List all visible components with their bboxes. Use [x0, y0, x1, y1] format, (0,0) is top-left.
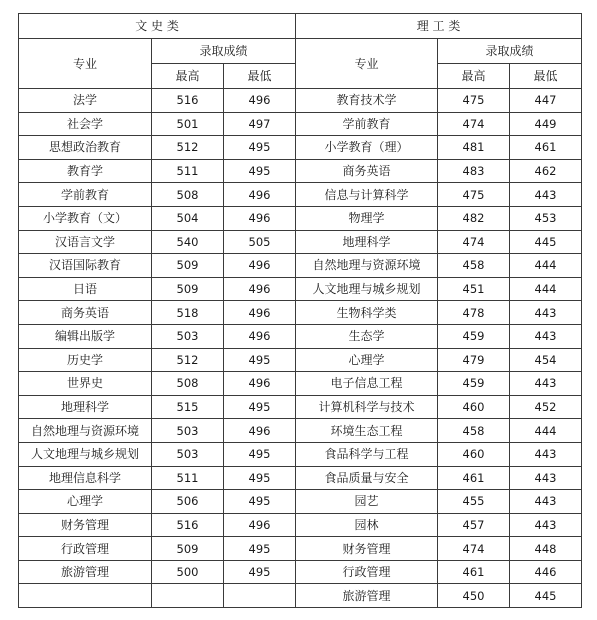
science-major-cell: 生态学	[296, 324, 438, 348]
science-max-score-cell: 459	[438, 324, 510, 348]
science-max-score-cell: 475	[438, 89, 510, 113]
arts-major-cell: 汉语言文学	[19, 230, 152, 254]
science-max-score-cell: 460	[438, 395, 510, 419]
science-max-score-cell: 458	[438, 419, 510, 443]
table-row	[19, 136, 582, 160]
arts-max-score-cell: 504	[152, 206, 224, 230]
table-row	[19, 490, 582, 514]
science-major-cell: 商务英语	[296, 159, 438, 183]
arts-max-score-cell: 501	[152, 112, 224, 136]
table-row	[19, 89, 582, 113]
science-major-cell: 物理学	[296, 206, 438, 230]
table-row	[19, 584, 582, 608]
arts-max-score-cell: 511	[152, 159, 224, 183]
arts-major-cell: 行政管理	[19, 537, 152, 561]
arts-max-score-cell: 500	[152, 560, 224, 584]
table-row	[19, 324, 582, 348]
science-min-score-cell: 449	[510, 112, 582, 136]
science-major-cell: 地理科学	[296, 230, 438, 254]
arts-min-score-cell	[224, 584, 296, 608]
arts-max-score-cell: 516	[152, 513, 224, 537]
science-major-cell: 旅游管理	[296, 584, 438, 608]
arts-min-score-cell: 495	[224, 159, 296, 183]
arts-major-header: 专业	[19, 39, 152, 89]
science-min-score-cell: 446	[510, 560, 582, 584]
science-max-score-cell: 474	[438, 537, 510, 561]
science-major-cell: 学前教育	[296, 112, 438, 136]
science-min-score-cell: 443	[510, 372, 582, 396]
arts-max-score-cell: 512	[152, 348, 224, 372]
arts-min-score-cell: 496	[224, 513, 296, 537]
arts-major-cell: 法学	[19, 89, 152, 113]
science-min-score-cell: 462	[510, 159, 582, 183]
science-max-score-cell: 451	[438, 277, 510, 301]
arts-min-score-cell: 496	[224, 254, 296, 278]
arts-min-score-cell: 496	[224, 372, 296, 396]
arts-max-score-cell: 515	[152, 395, 224, 419]
science-major-cell: 小学教育（理）	[296, 136, 438, 160]
science-min-score-cell: 443	[510, 466, 582, 490]
table-row	[19, 348, 582, 372]
arts-category-title: 文 史 类	[19, 14, 296, 39]
science-major-cell: 生物科学类	[296, 301, 438, 325]
arts-max-score-cell: 516	[152, 89, 224, 113]
table-row	[19, 230, 582, 254]
science-max-header: 最高	[438, 64, 510, 89]
science-min-score-cell: 443	[510, 183, 582, 207]
science-max-score-cell: 458	[438, 254, 510, 278]
science-max-score-cell: 478	[438, 301, 510, 325]
science-min-score-cell: 443	[510, 442, 582, 466]
science-major-cell: 计算机科学与技术	[296, 395, 438, 419]
arts-max-score-cell: 506	[152, 490, 224, 514]
science-max-score-cell: 482	[438, 206, 510, 230]
science-max-score-cell: 461	[438, 560, 510, 584]
table-row	[19, 513, 582, 537]
arts-min-score-cell: 495	[224, 537, 296, 561]
science-max-score-cell: 481	[438, 136, 510, 160]
table-row	[19, 277, 582, 301]
table-row	[19, 419, 582, 443]
science-major-cell: 园林	[296, 513, 438, 537]
arts-min-header: 最低	[224, 64, 296, 89]
arts-max-score-cell: 511	[152, 466, 224, 490]
science-major-cell: 心理学	[296, 348, 438, 372]
arts-min-score-cell: 496	[224, 301, 296, 325]
arts-min-score-cell: 496	[224, 324, 296, 348]
arts-major-cell: 小学教育（文）	[19, 206, 152, 230]
arts-major-cell: 历史学	[19, 348, 152, 372]
arts-major-cell: 商务英语	[19, 301, 152, 325]
science-max-score-cell: 460	[438, 442, 510, 466]
science-min-score-cell: 445	[510, 230, 582, 254]
arts-min-score-cell: 496	[224, 183, 296, 207]
science-major-cell: 信息与计算科学	[296, 183, 438, 207]
category-header-row	[19, 14, 582, 39]
arts-major-cell	[19, 584, 152, 608]
science-category-title: 理 工 类	[296, 14, 582, 39]
table-row	[19, 442, 582, 466]
table-row	[19, 560, 582, 584]
arts-max-score-cell: 518	[152, 301, 224, 325]
table-row	[19, 395, 582, 419]
science-major-cell: 环境生态工程	[296, 419, 438, 443]
admission-score-table	[18, 13, 582, 608]
arts-max-score-cell: 540	[152, 230, 224, 254]
science-min-score-cell: 443	[510, 301, 582, 325]
science-max-score-cell: 461	[438, 466, 510, 490]
arts-major-cell: 地理信息科学	[19, 466, 152, 490]
arts-min-score-cell: 496	[224, 277, 296, 301]
science-major-cell: 食品科学与工程	[296, 442, 438, 466]
science-min-score-cell: 453	[510, 206, 582, 230]
arts-min-score-cell: 505	[224, 230, 296, 254]
science-min-score-cell: 444	[510, 254, 582, 278]
arts-major-cell: 学前教育	[19, 183, 152, 207]
science-major-cell: 园艺	[296, 490, 438, 514]
arts-max-score-cell	[152, 584, 224, 608]
arts-major-cell: 人文地理与城乡规划	[19, 442, 152, 466]
arts-min-score-cell: 495	[224, 466, 296, 490]
science-min-score-cell: 461	[510, 136, 582, 160]
science-score-group-header: 录取成绩	[438, 39, 582, 64]
arts-min-score-cell: 495	[224, 560, 296, 584]
science-max-score-cell: 455	[438, 490, 510, 514]
arts-min-score-cell: 495	[224, 395, 296, 419]
arts-max-score-cell: 508	[152, 372, 224, 396]
arts-max-score-cell: 509	[152, 537, 224, 561]
table-row	[19, 112, 582, 136]
arts-min-score-cell: 496	[224, 89, 296, 113]
table-row	[19, 206, 582, 230]
science-min-score-cell: 452	[510, 395, 582, 419]
table-row	[19, 372, 582, 396]
arts-major-cell: 日语	[19, 277, 152, 301]
arts-major-cell: 财务管理	[19, 513, 152, 537]
arts-score-group-header: 录取成绩	[152, 39, 296, 64]
science-max-score-cell: 483	[438, 159, 510, 183]
arts-major-cell: 思想政治教育	[19, 136, 152, 160]
arts-max-score-cell: 509	[152, 277, 224, 301]
arts-min-score-cell: 495	[224, 348, 296, 372]
science-major-cell: 食品质量与安全	[296, 466, 438, 490]
arts-min-score-cell: 497	[224, 112, 296, 136]
science-min-score-cell: 443	[510, 513, 582, 537]
table-row	[19, 183, 582, 207]
arts-major-cell: 汉语国际教育	[19, 254, 152, 278]
science-major-cell: 人文地理与城乡规划	[296, 277, 438, 301]
arts-min-score-cell: 496	[224, 419, 296, 443]
table-row	[19, 537, 582, 561]
arts-min-score-cell: 495	[224, 442, 296, 466]
arts-max-score-cell: 509	[152, 254, 224, 278]
arts-major-cell: 世界史	[19, 372, 152, 396]
arts-min-score-cell: 495	[224, 490, 296, 514]
arts-major-cell: 旅游管理	[19, 560, 152, 584]
science-max-score-cell: 457	[438, 513, 510, 537]
arts-max-score-cell: 503	[152, 442, 224, 466]
science-major-cell: 电子信息工程	[296, 372, 438, 396]
arts-major-cell: 地理科学	[19, 395, 152, 419]
science-max-score-cell: 450	[438, 584, 510, 608]
science-min-header: 最低	[510, 64, 582, 89]
science-max-score-cell: 474	[438, 112, 510, 136]
table-row	[19, 301, 582, 325]
science-min-score-cell: 454	[510, 348, 582, 372]
arts-major-cell: 社会学	[19, 112, 152, 136]
science-min-score-cell: 443	[510, 490, 582, 514]
science-major-cell: 自然地理与资源环境	[296, 254, 438, 278]
science-major-cell: 财务管理	[296, 537, 438, 561]
science-min-score-cell: 444	[510, 277, 582, 301]
arts-max-score-cell: 503	[152, 324, 224, 348]
table-row	[19, 466, 582, 490]
arts-max-score-cell: 503	[152, 419, 224, 443]
science-min-score-cell: 448	[510, 537, 582, 561]
arts-max-score-cell: 512	[152, 136, 224, 160]
science-min-score-cell: 443	[510, 324, 582, 348]
arts-min-score-cell: 496	[224, 206, 296, 230]
science-min-score-cell: 447	[510, 89, 582, 113]
science-max-score-cell: 475	[438, 183, 510, 207]
arts-major-cell: 教育学	[19, 159, 152, 183]
arts-max-header: 最高	[152, 64, 224, 89]
arts-max-score-cell: 508	[152, 183, 224, 207]
science-max-score-cell: 459	[438, 372, 510, 396]
arts-min-score-cell: 495	[224, 136, 296, 160]
column-header-row	[19, 39, 582, 64]
arts-major-cell: 编辑出版学	[19, 324, 152, 348]
table-row	[19, 159, 582, 183]
score-table-body	[19, 89, 582, 608]
science-major-header: 专业	[296, 39, 438, 89]
science-max-score-cell: 474	[438, 230, 510, 254]
science-major-cell: 教育技术学	[296, 89, 438, 113]
science-min-score-cell: 445	[510, 584, 582, 608]
arts-major-cell: 自然地理与资源环境	[19, 419, 152, 443]
table-row	[19, 254, 582, 278]
science-min-score-cell: 444	[510, 419, 582, 443]
science-major-cell: 行政管理	[296, 560, 438, 584]
science-max-score-cell: 479	[438, 348, 510, 372]
arts-major-cell: 心理学	[19, 490, 152, 514]
